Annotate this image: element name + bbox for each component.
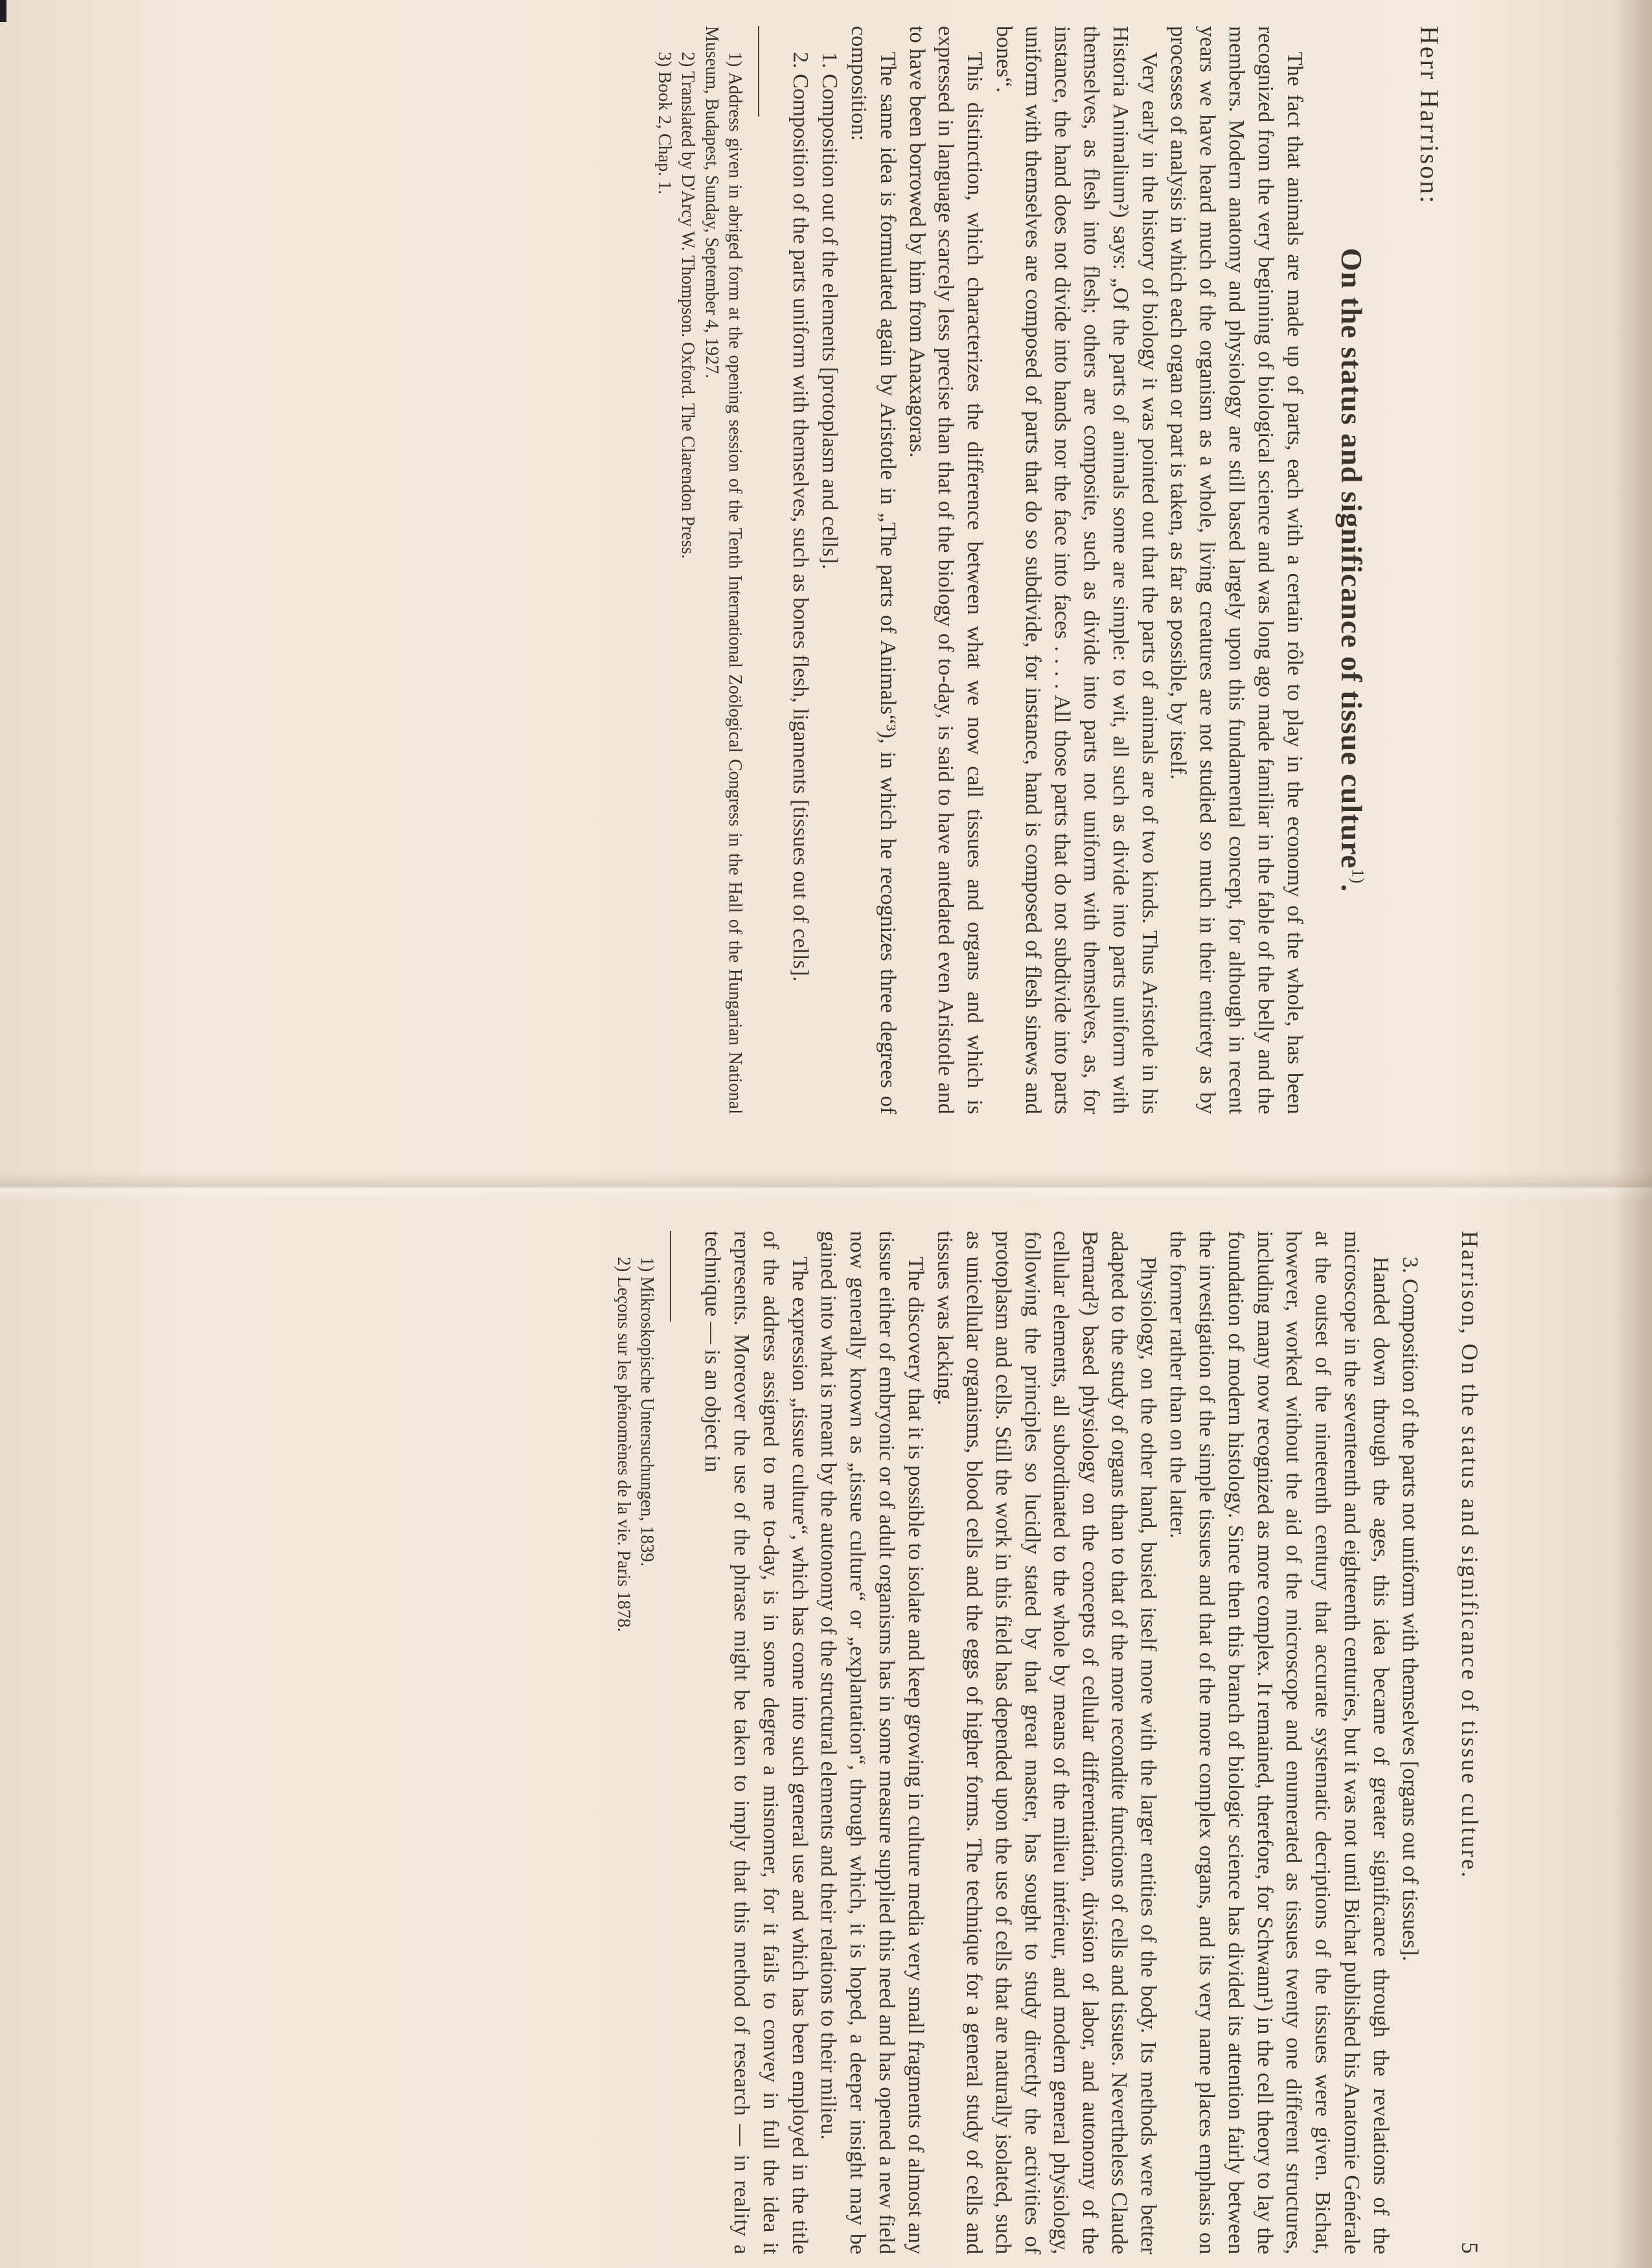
- list-item: 3. Composition of the parts not uniform with themselves [organs out of tissues].: [1398, 1257, 1422, 1962]
- paragraph: This distinction, which characterizes the difference between what we now call tissues and organs and which is expressed in language scarcely less precise than that of the biology of to-day, is said to have antedated even Aristotle and to have been borrowed by him from Anaxagoras.: [904, 26, 987, 1114]
- footnote-rule: [670, 1231, 671, 1322]
- footnotes-right: [611, 1231, 658, 2254]
- author-line: Herr Harrison:: [1415, 26, 1444, 205]
- paragraph: Handed down through the ages, this idea became of greater significance through the revelations of the microscope in the seventeenth and eighteenth centuries, but it was not until Bichat published his Anatomie Générale at the outset of the nineteenth century that accurate systematic decriptions of the tissues were given. Bichat, however, worked without the aid of the microscope and enumerated as tissues twenty one different structures, including many now recognized as more complex. It remained, therefore, for Schwann¹) in the cell theory to lay the foundation of modern histology. Since then this branch of biologic science has divided its attention fairly between the investigation of the simple tissues and that of the more complex organs, and its very name places emphasis on the former rather than on the latter.: [1165, 1231, 1394, 2254]
- footnote: 1) Address given in abriged form at the opening session of the Tenth International Zoölogical Congress in the Hall of the Hungarian National Museum, Budapest, Sunday, September 4, 1927.: [701, 26, 746, 1114]
- footnote: 1) Mikroskopische Untersuchungen, 1839.: [637, 1257, 658, 1567]
- footnote: 2) Translated by D'Arcy W. Thompson. Oxford. The Clarendon Press.: [678, 52, 698, 559]
- list-item: 1. Composition out of the elements [protoplasm and cells].: [818, 52, 842, 569]
- corner-mark: [0, 0, 6, 22]
- list-item: 2. Composition of the parts uniform with themselves, such as bones flesh, ligaments [tissues out of cells].: [788, 52, 813, 982]
- running-head: [1456, 1231, 1484, 2254]
- article-title-text: On the status and significance of tissue culture: [1335, 247, 1368, 869]
- body-text-left: [785, 26, 1309, 1114]
- paragraph: The discovery that it is possible to isolate and keep growing in culture media very small fragments of almost any tissue either of embryonic or of adult organisms has in some measure supplied this need and has opened a new field now generally known as „tissue culture“ or „explantation“, through which, it is hoped, a deeper insight may be gained into what is meant by the autonomy of the structural elements and their relations to their milieu.: [816, 1231, 928, 2254]
- page-fold: [0, 1173, 1652, 1202]
- page-left: [65, 26, 1464, 1114]
- paragraph: Physiology, on the other hand, busied itself more with the larger entities of the body. Its methods were better adapted to the study of organs than to that of the more recondite functions of cells and tissues. Nevertheless Claude Bernard²) based physiology on the concepts of cellular differentiation, division of labor, and autonomy of the cellular elements, all subordinated to the whole by means of the milieu intérieur, and modern general physiology, following the principles so lucidly stated by that great master, has sought to study directly the activities of protoplasm and cells. Still the work in this field has depended upon the use of cells that are naturally isolated, such as unicellular organisms, blood cells and the eggs of higher forms. The technique for a general study of cells and tissues was lacking.: [933, 1231, 1161, 2254]
- footnote-rule: [758, 26, 759, 117]
- footnotes-left: [652, 26, 747, 1114]
- paragraph: The fact that animals are made up of parts, each with a certain rôle to play in the economy of the whole, has been recognized from the very beginning of biological science and was long ago made familiar in the fable of the belly and the members. Modern anatomy and physiology are still based largely upon this fundamental concept, for although in recent years we have heard much of the organism as a whole, living creatures are not studied so much in their entirety as by processes of analysis in which each organ or part is taken, as far as possible, by itself.: [1166, 26, 1307, 1114]
- footnote: 2) Leçons sur les phénomènes de la vie. Paris 1878.: [613, 1257, 634, 1632]
- paragraph: Very early in the history of biology it was pointed out that the parts of animals are of two kinds. Thus Aristotle in his Historia Animalium²) says: „Of the parts of animals some are simple: to wit, all such as divide into parts uniform with themselves, as flesh into flesh; others are composite, such as divide into parts not uniform with themselves, as, for instance, the hand does not divide into hands nor the face into faces . . . . All those parts that do not subdivide into parts uniform with themselves are composed of parts that do so subdivide, for instance, hand is composed of flesh sinews and bones“.: [992, 26, 1162, 1114]
- page-number: 5: [1457, 2242, 1483, 2254]
- paragraph: The same idea is formulated again by Aristotle in „The parts of Animals“³), in which he recognizes three degrees of composition:: [846, 26, 900, 1114]
- page-right: [91, 1231, 1490, 2254]
- body-text-right: [697, 1231, 1424, 2254]
- page-edge-shadow: [1613, 0, 1652, 2268]
- paragraph: The expression „tissue culture“, which has come into such general use and which has been employed in the title of the address assigned to me to-day, is in some degree a misnomer, for it fails to convey in full the idea it represents. Moreover the use of the phrase might be taken to imply that this method of research — in reality a technique — is an object in: [700, 1231, 812, 2254]
- running-head-text: Harrison, On the status and significance of tissue culture.: [1457, 1231, 1483, 1879]
- article-title: On the status and significance of tissue culture$^{1)}$.: [1335, 247, 1368, 893]
- title-footnote-mark: 1): [1348, 869, 1368, 884]
- footnote: 3) Book 2, Chap. 1.: [654, 52, 675, 195]
